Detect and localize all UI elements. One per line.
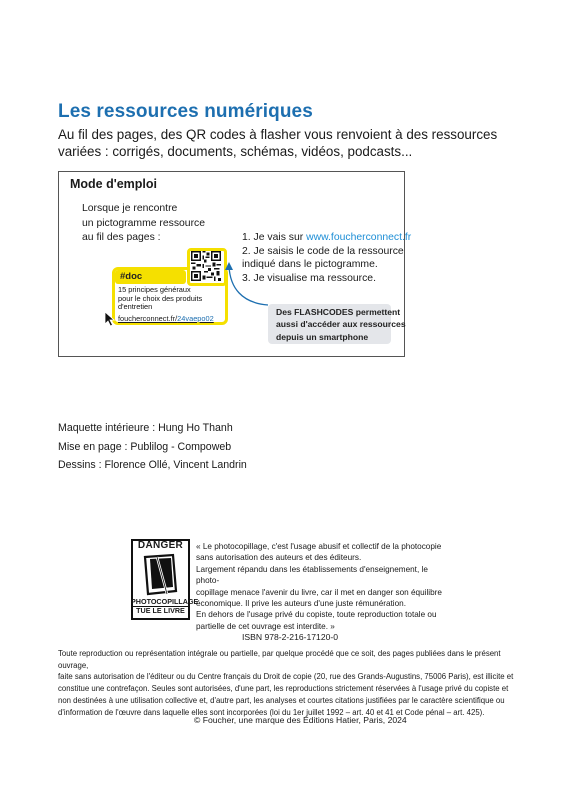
card-resource-link[interactable] (118, 314, 214, 323)
legal-line: faite sans autorisation de l'éditeur ou du Centre français du Droit de copie (20, rue des Grands-Augustins, 75006 Paris), est illicite et (58, 672, 514, 682)
cursor-arrow-icon (104, 311, 118, 327)
legal-line: Toute reproduction ou représentation intégrale ou partielle, par quelque procédé que ce soit, des pages publiées dans le présent ouvrage, (58, 649, 501, 670)
quote-line: sans autorisation des auteurs et des éditeurs. (196, 553, 362, 563)
qr-code-icon (191, 251, 221, 281)
step-1 (242, 231, 411, 245)
quote-line: Largement répandu dans les établissements d'enseignement, le photo- (196, 564, 428, 586)
flashcodes-line: Des FLASHCODES permettent (276, 307, 401, 317)
legal-line: non destinées à une utilisation collective et, d'autre part, les analyses et courtes citations justifiées par le caractère scientifique ou (58, 695, 505, 705)
card-description-line: pour le choix des produits (118, 293, 203, 303)
step-2-line: indiqué dans le pictogramme. (242, 259, 378, 270)
doc-tag-label: #doc (120, 271, 143, 282)
step-2-line: 2. Je saisis le code de la ressource (242, 245, 404, 257)
pictogram-intro-line: un pictogramme ressource (82, 217, 206, 229)
legal-line: constitue une contrefaçon. Seules sont autorisées, d'une part, les reproductions strictement réservées à l'usage privé du copiste et (58, 684, 509, 694)
intro-text: Au fil des pages, des QR codes à flasher vous renvoient à des ressources variées : corrigés, documents, schémas, vidéos, podcasts... (58, 127, 498, 159)
card-description-line: 15 principes généraux (118, 285, 191, 294)
quote-line: partielle de cet ouvrage est interdite. » (196, 621, 335, 631)
step-1-text: 1. Je vais sur (242, 232, 307, 243)
credit-line: Mise en page : Publilog - Compoweb (58, 440, 232, 453)
isbn: ISBN 978-2-216-17120-0 (242, 632, 339, 642)
pictogram-intro (82, 202, 205, 246)
danger-word: DANGER (137, 540, 184, 551)
foucherconnect-link[interactable]: www.foucherconnect.fr (306, 232, 412, 243)
quote-line: « Le photocopillage, c'est l'usage abusif et collectif de la photocopie (196, 542, 442, 551)
flashcodes-line: aussi d'accéder aux ressources (276, 319, 406, 330)
pictogram-intro-line: Lorsque je rencontre (82, 203, 178, 214)
flashcodes-line: depuis un smartphone (276, 331, 369, 342)
photocopillage-quote (196, 541, 448, 632)
card-description (118, 286, 226, 312)
card-link-code: 24vaepo02 (177, 314, 214, 323)
broken-book-icon (139, 553, 182, 597)
card-description-line: d'entretien (118, 302, 153, 312)
step-3: 3. Je visualise ma ressource. (242, 272, 376, 284)
pictogram-intro-line: au fil des pages : (82, 232, 161, 243)
curved-arrow-icon (222, 258, 282, 308)
card-link-domain: foucherconnect.fr/ (118, 314, 178, 323)
credits (58, 419, 247, 475)
legal-line: d'information de l'œuvre dans laquelle elles sont incorporées (loi du 1er juillet 1992 – art. 40 et 41 et Code pénal – art. 425). (58, 707, 485, 717)
page-title: Les ressources numériques (58, 101, 313, 122)
flashcodes-text (276, 306, 406, 343)
mode-emploi-title: Mode d'emploi (70, 177, 157, 191)
legal-notice (58, 648, 528, 718)
credit-line: Dessins : Florence Ollé, Vincent Landrin (58, 459, 247, 471)
copyright: © Foucher, une marque des Éditions Hatier, Paris, 2024 (194, 715, 407, 725)
quote-line: copillage menace l'avenir du livre, car il met en danger son équilibre (196, 587, 442, 597)
danger-tue-le-livre: TUE LE LIVRE (136, 606, 185, 615)
danger-photocopillage: PHOTOCOPILLAGE (131, 597, 199, 606)
quote-line: En dehors de l'usage privé du copiste, toute reproduction totale ou (196, 610, 437, 620)
quote-line: économique. Il prive les auteurs d'une juste rémunération. (196, 599, 407, 609)
credit-line: Maquette intérieure : Hung Ho Thanh (58, 422, 233, 434)
